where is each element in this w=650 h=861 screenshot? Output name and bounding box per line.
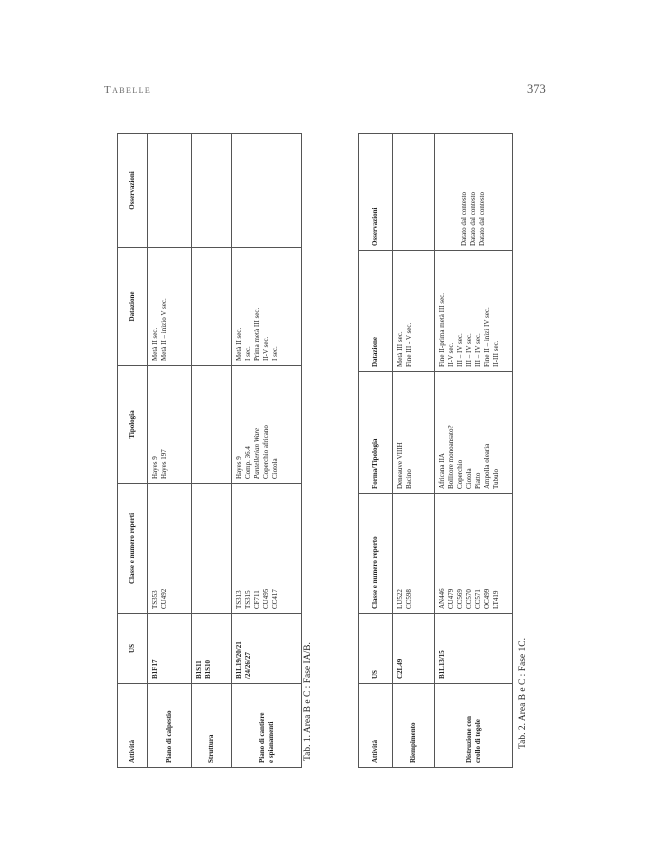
table2-cell-line: CU479: [447, 588, 455, 609]
table1-cell-classe: [232, 484, 302, 614]
table2: [358, 133, 513, 768]
table2-cell-line: Riempimento: [409, 722, 417, 763]
table1-cell-tipologia: [148, 366, 192, 484]
table2-cell-tipologia: [435, 372, 513, 494]
table2-cell-osservazioni: [435, 134, 513, 251]
table2-header-row: [359, 134, 393, 768]
table2-cell-line: II-III sec.: [492, 340, 500, 367]
table1-cell-classe: [148, 484, 192, 614]
table1-cell-tipologia: [232, 366, 302, 484]
table1-cell-line: B1S10: [204, 659, 212, 679]
table1-cell-line: CU492: [160, 588, 168, 609]
table2-col-osservazioni: Osservazioni: [359, 134, 393, 251]
table1-cell-line: B1F17: [151, 659, 159, 679]
table1-cell-tipologia: [192, 366, 232, 484]
table2-cell-line: Fine II-prima metà III sec.: [438, 292, 446, 367]
table2-col-tipologia: Forma/Tipologia: [359, 372, 393, 494]
table1-cell-line: Hayes 9: [151, 456, 159, 479]
table2-cell-line: Datato dal contesto: [460, 191, 468, 246]
table2-cell-line: Africana IIA: [438, 453, 446, 489]
table1-caption: Tab. 1. Area B e C : Fase IA/B.: [303, 642, 313, 761]
table1-cell-line: B1L19/20/21: [235, 641, 243, 679]
table1-col-classe: Classe e numero reperti: [118, 484, 148, 614]
table1-cell-line: TS313: [235, 590, 243, 609]
table1-cell-line: Metà II sec.: [235, 327, 243, 361]
table1-header-row: [118, 134, 148, 768]
table2-cell-attivita: [435, 684, 513, 768]
page-number: 373: [527, 82, 546, 96]
table1-cell-line: Metà II – inizio V sec.: [160, 298, 168, 361]
table1-row: [232, 134, 302, 768]
table1-cell-datazione: [192, 248, 232, 366]
table1-cell-line: Prima metà III sec.: [253, 307, 261, 361]
table1-cell-us: [192, 614, 232, 684]
table2-cell-classe: [435, 494, 513, 614]
table2-cell-line: Datato dal contesto: [478, 191, 486, 246]
table1-cell-attivita: [232, 684, 302, 768]
table2-col-datazione: Datazione: [359, 251, 393, 372]
table2-cell-line: Deneauve VIIIH: [396, 442, 404, 489]
table2-cell-line: CC569: [456, 589, 464, 609]
table1-cell-line: TS353: [151, 590, 159, 609]
table1-cell-line: CC417: [271, 589, 279, 609]
table1-cell-line: Struttura: [207, 734, 215, 763]
table2-cell-line: II-V sec.: [447, 342, 455, 367]
table2-cell-line: CC571: [474, 589, 482, 609]
table2-col-attivita: Attività: [359, 684, 393, 768]
table2-cell-line: LU522: [396, 589, 404, 609]
table1-cell-osservazioni: [192, 134, 232, 248]
table1-col-osservazioni: Osservazioni: [118, 134, 148, 248]
table2-cell-line: Distruzione con: [464, 716, 473, 763]
table1-cell-line: I sec.: [244, 346, 252, 361]
table2-cell-attivita: [393, 684, 435, 768]
table1-cell-attivita: [192, 684, 232, 768]
table2-col-us: US: [359, 614, 393, 684]
table1-col-datazione: Datazione: [118, 248, 148, 366]
table2-cell-line: AN446: [438, 588, 446, 609]
table1-cell-line: Ciotola: [271, 458, 279, 479]
table1-col-us: US: [118, 614, 148, 684]
table2-cell-us: [435, 614, 513, 684]
table2-cell-line: OC499: [483, 588, 491, 609]
table1-cell-datazione: [232, 248, 302, 366]
table1-cell-osservazioni: [148, 134, 192, 248]
table1-cell-line: Piano di calpestio: [165, 710, 173, 763]
table1-cell-datazione: [148, 248, 192, 366]
table2-cell-line: Ampolla olearia: [483, 443, 491, 489]
table1-cell-line: Hayes 197: [160, 449, 168, 479]
table1-cell-line: TS315: [244, 590, 252, 609]
table2-cell-line: III – IV sec.: [456, 333, 464, 367]
table1-row: [192, 134, 232, 768]
table2-cell-line: C2L49: [396, 658, 404, 679]
table2-cell-datazione: [435, 251, 513, 372]
table2-cell-line: Bacino: [405, 469, 413, 489]
table1-cell-line: Comp. 36.4: [244, 446, 252, 479]
table1-cell-line: Piano di cantiere: [257, 712, 266, 763]
table1: [117, 133, 302, 768]
running-header-section: Tabelle: [104, 84, 152, 96]
table2-cell-line: B1L13/15: [438, 650, 446, 679]
table2-cell-classe: [393, 494, 435, 614]
table2-cell-line: Fine III - V sec.: [405, 322, 413, 367]
table2-cell-line: Tubulo: [492, 469, 500, 489]
table2-cell-tipologia: [393, 372, 435, 494]
table2-cell-line: Ciotola: [465, 468, 473, 489]
table1-cell-line: e spianamenti: [266, 721, 275, 763]
table2-cell-us: [393, 614, 435, 684]
table1-cell-us: [232, 614, 302, 684]
table2-cell-line: Coperchio: [456, 459, 464, 489]
table2-col-classe: Classe e numero reperto: [359, 494, 393, 614]
table1-cell-us: [148, 614, 192, 684]
table1-cell-line: Coperchio africano: [262, 425, 270, 479]
table2-cell-line: crollo di tegole: [473, 719, 482, 763]
table2-cell-line: Fine II – inizi IV sec.: [483, 307, 491, 367]
table2-cell-line: LT419: [492, 590, 500, 609]
table1-cell-attivita: [148, 684, 192, 768]
table1-cell-line: CF711: [253, 590, 261, 609]
table2-cell-line: CC570: [465, 589, 473, 609]
table1-cell-classe: [192, 484, 232, 614]
table1-cell-line: Pantellerian Ware: [253, 427, 261, 479]
table2-cell-osservazioni: [393, 134, 435, 251]
table2-cell-line: Metà III sec.: [396, 331, 404, 367]
table1-cell-line: B1S11: [195, 660, 203, 679]
table1-cell-line: II-V sec.: [262, 336, 270, 361]
table1-col-tipologia: Tipologia: [118, 366, 148, 484]
table2-cell-line: Datato dal contesto: [469, 191, 477, 246]
table1-cell-osservazioni: [232, 134, 302, 248]
table2-cell-line: CC598: [405, 589, 413, 609]
table1-cell-line: I sec.: [271, 346, 279, 361]
table1-cell-line: CU495: [262, 588, 270, 609]
table2-cell-line: Bollitore monoansato?: [447, 425, 455, 489]
table2-caption: Tab. 2. Area B e C : Fase 1C.: [518, 638, 528, 749]
table2-cell-datazione: [393, 251, 435, 372]
table2-cell-line: Piatto: [474, 472, 482, 489]
table1-row: [148, 134, 192, 768]
table2-row: [393, 134, 435, 768]
table2-row: [435, 134, 513, 768]
table1-cell-line: /24/26/27: [244, 652, 252, 679]
table1-cell-line: Hayes 9: [235, 456, 243, 479]
table2-cell-line: III – IV sec.: [465, 333, 473, 367]
table1-col-attivita: Attività: [118, 684, 148, 768]
table1-cell-line: Metà II sec.: [151, 327, 159, 361]
table2-cell-line: III – IV sec.: [474, 333, 482, 367]
